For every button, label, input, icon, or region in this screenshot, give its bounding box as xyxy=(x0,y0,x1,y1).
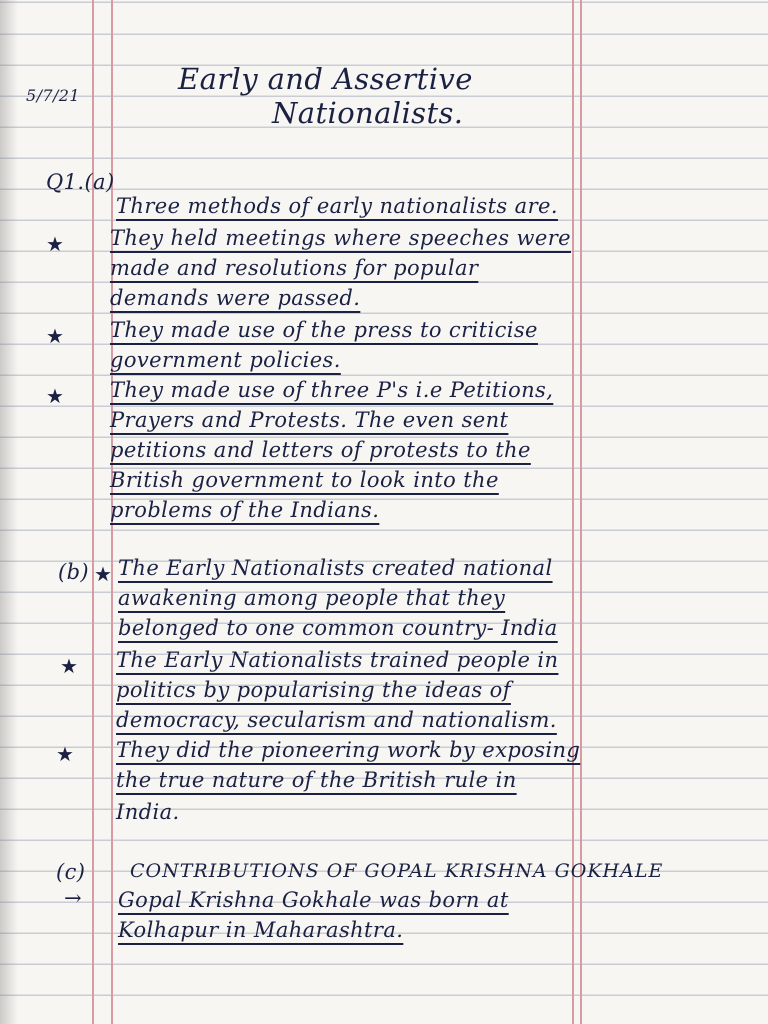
section-b-line: the true nature of the British rule in xyxy=(116,768,517,792)
section-a-line: made and resolutions for popular xyxy=(110,256,479,280)
section-b-line: belonged to one common country- India xyxy=(118,616,558,640)
section-b-line: awakening among people that they xyxy=(118,586,506,610)
star-bullet-icon: ★ xyxy=(94,562,112,586)
section-a-line: demands were passed. xyxy=(110,286,361,310)
page-title-line1: Early and Assertive xyxy=(178,62,473,96)
section-c-heading: CONTRIBUTIONS OF GOPAL KRISHNA GOKHALE xyxy=(130,860,664,882)
section-a-line: They held meetings where speeches were xyxy=(110,226,572,250)
section-b-label: (b) xyxy=(58,560,90,584)
section-b-line: democracy, secularism and nationalism. xyxy=(116,708,557,732)
section-b-line: politics by popularising the ideas of xyxy=(116,678,511,702)
page-title-line2: Nationalists. xyxy=(272,96,464,130)
star-bullet-icon: ★ xyxy=(60,654,78,678)
section-a-line: problems of the Indians. xyxy=(110,498,380,522)
section-a-line: They made use of the press to criticise xyxy=(110,318,538,342)
star-bullet-icon: ★ xyxy=(56,742,74,766)
section-b-line: The Early Nationalists created national xyxy=(118,556,553,580)
section-c-label: (c) xyxy=(56,860,86,884)
star-bullet-icon: ★ xyxy=(46,232,64,256)
star-bullet-icon: ★ xyxy=(46,324,64,348)
section-a-line: petitions and letters of protests to the xyxy=(110,438,531,462)
section-c-line: Gopal Krishna Gokhale was born at xyxy=(118,888,509,912)
star-bullet-icon: ★ xyxy=(46,384,64,408)
section-b-line: India. xyxy=(116,800,180,824)
section-a-line: British government to look into the xyxy=(110,468,499,492)
section-a-intro: Three methods of early nationalists are. xyxy=(116,194,558,218)
section-a-label: Q1.(a) xyxy=(46,170,115,194)
section-b-line: The Early Nationalists trained people in xyxy=(116,648,559,672)
section-a-line: government policies. xyxy=(110,348,341,372)
left-margin-line xyxy=(92,0,94,1024)
section-c-line: Kolhapur in Maharashtra. xyxy=(118,918,404,942)
page-edge-shadow xyxy=(0,0,18,1024)
date-text: 5/7/21 xyxy=(26,86,80,105)
arrow-icon: → xyxy=(64,886,82,910)
section-a-line: Prayers and Protests. The even sent xyxy=(110,408,509,432)
section-b-line: They did the pioneering work by exposing xyxy=(116,738,581,762)
section-a-line: They made use of three P's i.e Petitions, xyxy=(110,378,554,402)
